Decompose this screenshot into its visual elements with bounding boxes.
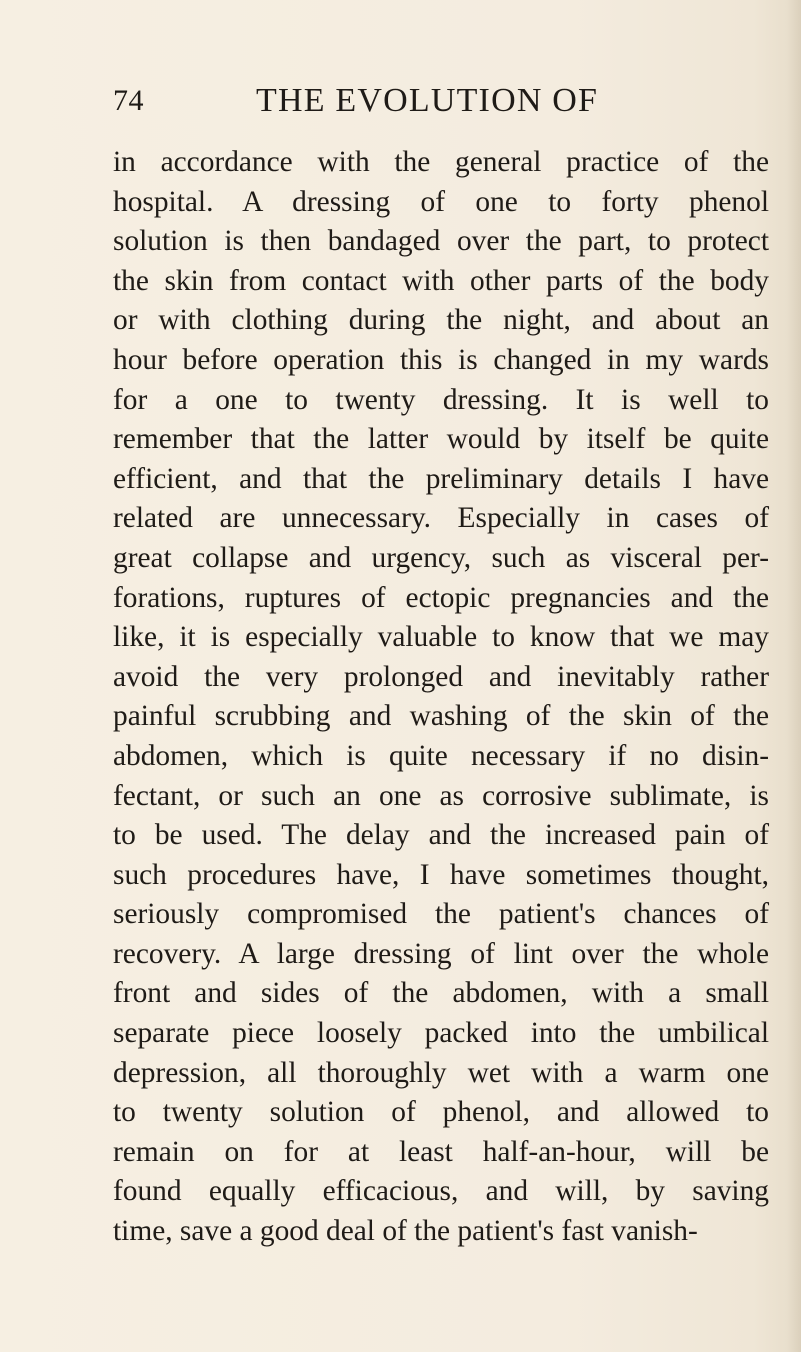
- text-line: great collapse and urgency, such as visceral per-: [113, 541, 769, 574]
- text-line: or with clothing during the night, and about an: [113, 304, 769, 337]
- text-line: to twenty solution of phenol, and allowed to: [113, 1096, 769, 1129]
- text-line: like, it is especially valuable to know that we may: [113, 621, 769, 654]
- text-line: abdomen, which is quite necessary if no disin-: [113, 739, 769, 772]
- text-line: efficient, and that the preliminary details I have: [113, 462, 769, 495]
- text-line: the skin from contact with other parts of the body: [113, 264, 769, 297]
- text-line: related are unnecessary. Especially in cases of: [113, 502, 769, 535]
- text-line: remember that the latter would by itself be quite: [113, 423, 769, 456]
- text-line: seriously compromised the patient's chances of: [113, 898, 769, 931]
- text-line: painful scrubbing and washing of the skin of the: [113, 700, 769, 733]
- page-number: 74: [113, 84, 144, 117]
- text-line: time, save a good deal of the patient's fast vanish-: [113, 1215, 698, 1248]
- text-line: front and sides of the abdomen, with a small: [113, 977, 769, 1010]
- text-line: such procedures have, I have sometimes thought,: [113, 858, 769, 891]
- text-line: in accordance with the general practice of the: [113, 146, 769, 178]
- body-text: [113, 143, 769, 1252]
- text-line: fectant, or such an one as corrosive sublimate, is: [113, 779, 769, 812]
- text-line: recovery. A large dressing of lint over the whole: [113, 937, 769, 970]
- text-line: depression, all thoroughly wet with a warm one: [113, 1056, 769, 1089]
- page-header: [0, 82, 801, 132]
- running-head: THE EVOLUTION OF: [256, 82, 599, 119]
- text-line: forations, ruptures of ectopic pregnancies and the: [113, 581, 769, 614]
- text-line: hospital. A dressing of one to forty phenol: [113, 185, 769, 218]
- text-line: avoid the very prolonged and inevitably rather: [113, 660, 769, 693]
- text-line: solution is then bandaged over the part, to protect: [113, 225, 769, 258]
- text-line: remain on for at least half-an-hour, will be: [113, 1135, 769, 1168]
- text-line: found equally efficacious, and will, by saving: [113, 1175, 769, 1208]
- text-line: separate piece loosely packed into the umbilical: [113, 1017, 769, 1050]
- page-edge-shadow: [787, 0, 801, 1352]
- text-line: to be used. The delay and the increased pain of: [113, 819, 769, 852]
- text-line: hour before operation this is changed in my wards: [113, 343, 769, 376]
- text-line: for a one to twenty dressing. It is well to: [113, 383, 769, 416]
